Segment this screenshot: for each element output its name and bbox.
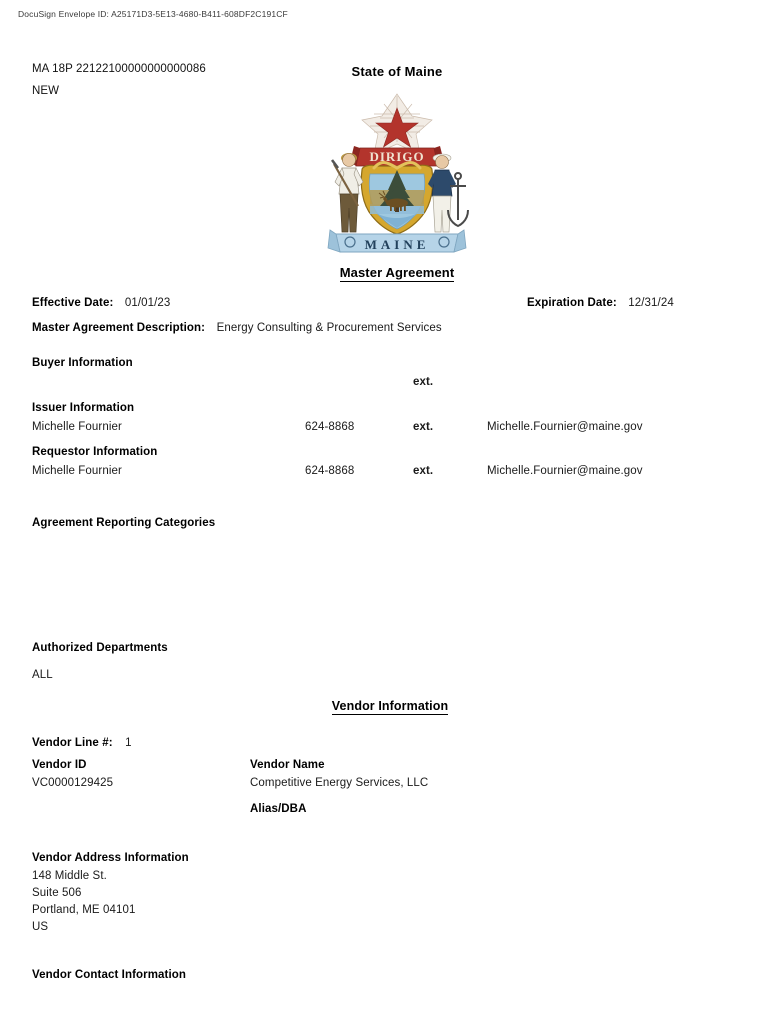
requestor-information-heading: Requestor Information bbox=[32, 446, 158, 458]
page-title bbox=[297, 265, 497, 280]
issuer-ext-label: ext. bbox=[413, 421, 434, 433]
vendor-address-line-3: Portland, ME 04101 bbox=[32, 904, 136, 916]
vendor-contact-label: Vendor Contact Information bbox=[32, 969, 187, 981]
effective-date-row bbox=[32, 293, 170, 311]
vendor-information-title bbox=[290, 699, 490, 713]
vendor-id-value: VC0000129425 bbox=[32, 777, 114, 789]
buyer-ext-label: ext. bbox=[413, 376, 434, 388]
vendor-id-label: Vendor ID bbox=[32, 759, 87, 771]
issuer-information-heading: Issuer Information bbox=[32, 402, 135, 414]
agreement-description-label: Master Agreement Description: bbox=[32, 322, 206, 334]
requestor-ext-label: ext. bbox=[413, 465, 434, 477]
agreement-description-value: Energy Consulting & Procurement Services bbox=[216, 322, 442, 334]
docusign-envelope-id: DocuSign Envelope ID: A25171D3-5E13-4680-B411-608DF2C191CF bbox=[18, 9, 288, 19]
vendor-line-label: Vendor Line #: bbox=[32, 737, 113, 749]
vendor-information-title-text: Vendor Information bbox=[331, 699, 449, 713]
expiration-date-label: Expiration Date: bbox=[527, 297, 617, 309]
vendor-name-label: Vendor Name bbox=[250, 759, 325, 771]
svg-text:MAINE: MAINE bbox=[364, 237, 430, 252]
vendor-line-row bbox=[32, 733, 132, 751]
requestor-phone: 624-8868 bbox=[305, 465, 355, 477]
issuer-phone: 624-8868 bbox=[305, 421, 355, 433]
state-of-maine-seal-icon bbox=[322, 86, 472, 258]
agreement-status: NEW bbox=[32, 85, 60, 97]
page-title-text: Master Agreement bbox=[339, 265, 455, 280]
vendor-address-line-4: US bbox=[32, 921, 49, 933]
vendor-address-label: Vendor Address Information bbox=[32, 852, 189, 864]
vendor-address-line-2: Suite 506 bbox=[32, 887, 82, 899]
agreement-number: MA 18P 22122100000000000086 bbox=[32, 63, 206, 75]
expiration-date-value: 12/31/24 bbox=[628, 297, 674, 309]
authorized-departments-value: ALL bbox=[32, 669, 53, 681]
expiration-date-row bbox=[527, 293, 674, 311]
issuer-name: Michelle Fournier bbox=[32, 421, 122, 433]
agreement-description-row bbox=[32, 318, 442, 336]
vendor-line-value: 1 bbox=[125, 737, 132, 749]
vendor-name-value: Competitive Energy Services, LLC bbox=[250, 777, 429, 789]
agreement-reporting-categories-heading: Agreement Reporting Categories bbox=[32, 517, 216, 529]
state-title: State of Maine bbox=[351, 64, 443, 79]
vendor-alias-label: Alias/DBA bbox=[250, 803, 307, 815]
issuer-email: Michelle.Fournier@maine.gov bbox=[487, 421, 643, 433]
requestor-name: Michelle Fournier bbox=[32, 465, 122, 477]
effective-date-label: Effective Date: bbox=[32, 297, 114, 309]
buyer-information-heading: Buyer Information bbox=[32, 357, 133, 369]
svg-text:DIRIGO: DIRIGO bbox=[369, 149, 425, 164]
authorized-departments-heading: Authorized Departments bbox=[32, 642, 168, 654]
effective-date-value: 01/01/23 bbox=[124, 297, 171, 309]
requestor-email: Michelle.Fournier@maine.gov bbox=[487, 465, 643, 477]
vendor-address-line-1: 148 Middle St. bbox=[32, 870, 107, 882]
